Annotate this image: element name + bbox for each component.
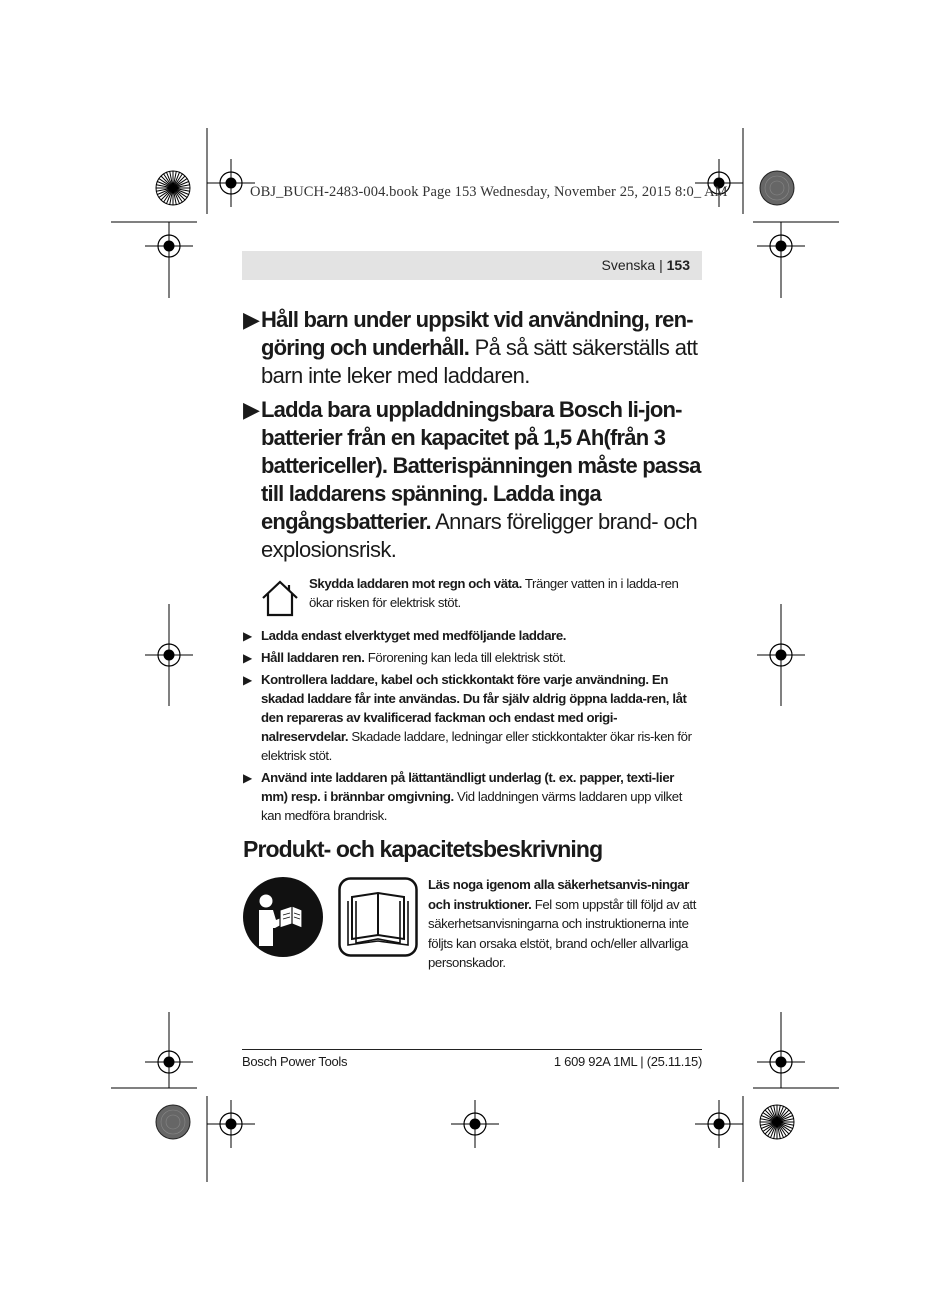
arrow-bullet-icon: ▶	[243, 673, 252, 687]
indoor-use-note	[243, 574, 703, 612]
warning-item-small	[243, 670, 703, 765]
house-icon	[260, 578, 300, 618]
warning-normal-text: Annars föreligger brand- och explosionsrisk.	[261, 509, 698, 562]
warning-item-small	[243, 648, 703, 667]
warning-normal-text: Förorening kan leda till elektrisk stöt.	[364, 650, 566, 665]
arrow-bullet-icon: ▶	[243, 397, 260, 422]
warning-bold-text: Ladda bara uppladdningsbara Bosch li-jon-batterier från en kapacitet på 1,5 Ah(från 3 battericeller). Batterispänningen måste passa till laddarens spänning. Ladda inga engångsbatterier.	[261, 397, 701, 534]
warning-bold-text: Använd inte laddaren på lättantändligt underlag (t. ex. papper, texti-lier mm) resp. i brännbar omgivning.	[261, 770, 674, 804]
warning-normal-text: Skadade laddare, ledningar eller stickkontakter ökar ris-ken för elektrisk stöt.	[261, 729, 692, 763]
footer-doc-id: 1 609 92A 1ML | (25.11.15)	[553, 1054, 702, 1069]
warning-bold-text: Håll laddaren ren.	[261, 650, 365, 665]
footer-brand: Bosch Power Tools	[242, 1054, 348, 1069]
arrow-bullet-icon: ▶	[243, 307, 260, 332]
warning-item-small	[243, 626, 703, 645]
warning-item-small	[243, 768, 703, 825]
footer-divider	[242, 1049, 702, 1050]
info-normal-text: Fel som uppstår till följd av att säkerhetsanvisningarna och instruktionerna inte följts kan orsaka elstöt, brand och/eller allvarliga personskador.	[428, 896, 696, 970]
arrow-bullet-icon: ▶	[243, 651, 252, 665]
warning-item	[243, 306, 703, 390]
info-bold-text: Läs noga igenom alla säkerhetsanvis-ningar och instruktioner.	[428, 877, 689, 912]
open-book-icon	[338, 877, 418, 957]
arrow-bullet-icon: ▶	[243, 629, 252, 643]
print-slug-line: OBJ_BUCH-2483-004.book Page 153 Wednesday, November 25, 2015 8:0_ AM	[250, 184, 728, 200]
header-separator: |	[659, 257, 663, 273]
page-number: 153	[666, 257, 690, 273]
warning-bold-text: Kontrollera laddare, kabel och stickkontakt före varje användning. En skadad laddare får inte användas. Du får själv aldrig öppna ladda-ren, låt den repareras av kvalificerad fackman och endast med origi-nalreservdelar.	[261, 672, 687, 744]
warning-bold-text: Håll barn under uppsikt vid användning, ren-göring och underhåll.	[261, 307, 693, 360]
read-manual-person-icon	[242, 876, 324, 958]
safety-content	[243, 306, 703, 828]
arrow-bullet-icon: ▶	[243, 771, 252, 785]
note-bold-text: Skydda laddaren mot regn och väta.	[309, 576, 522, 591]
note-normal-text: Tränger vatten in i ladda-ren ökar risken för elektrisk stöt.	[309, 576, 679, 610]
section-heading: Produkt- och kapacitetsbeskrivning	[243, 836, 603, 862]
page-header-text	[602, 257, 690, 273]
warning-bold-text: Ladda endast elverktyget med medföljande laddare.	[261, 628, 567, 643]
warning-normal-text: På så sätt säkerställs att barn inte leker med laddaren.	[261, 335, 698, 388]
read-instructions-text	[428, 875, 708, 973]
warning-item	[243, 396, 703, 564]
warning-normal-text: Vid laddningen värms laddaren upp vilket kan medföra brandrisk.	[261, 789, 682, 823]
header-language: Svenska	[601, 257, 656, 273]
page-header-bar	[242, 251, 702, 280]
